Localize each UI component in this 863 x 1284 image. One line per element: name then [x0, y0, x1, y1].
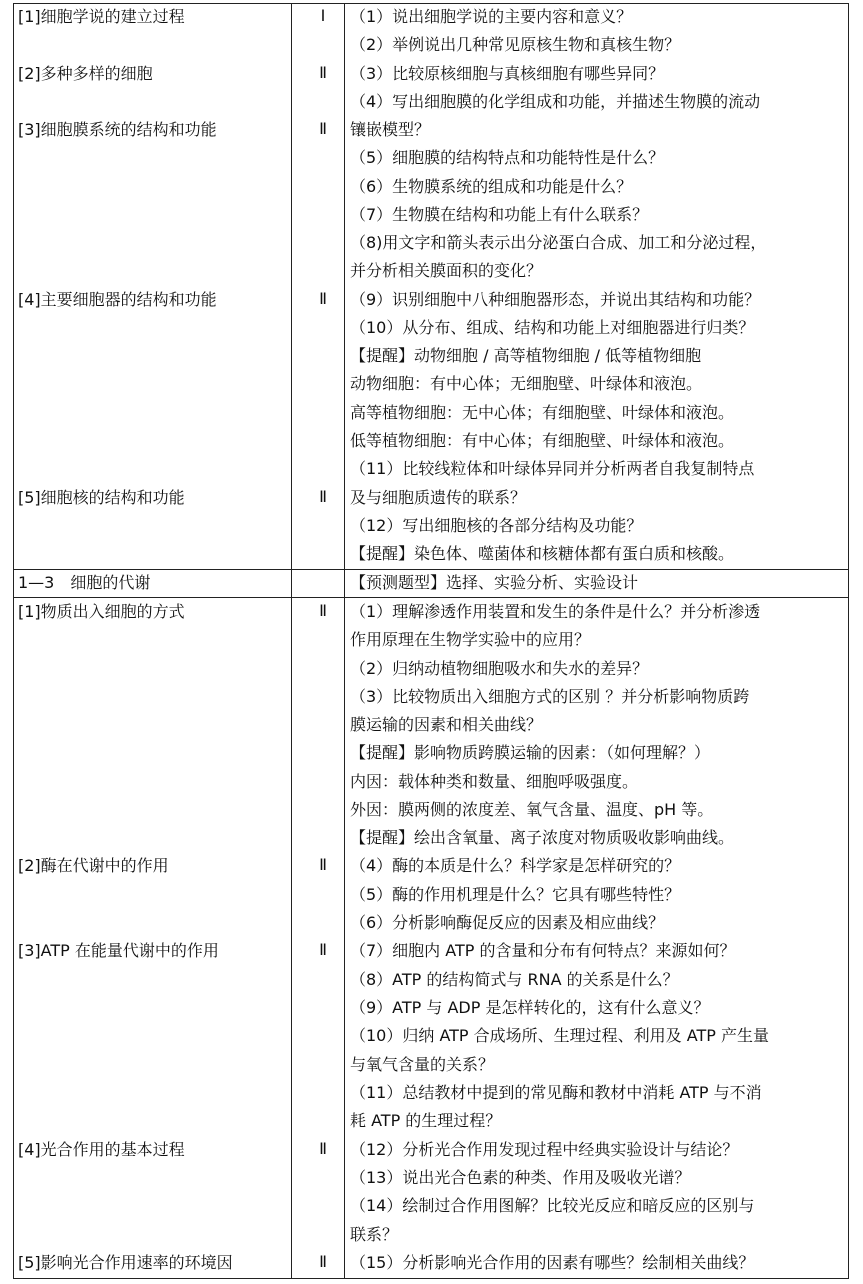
question-line: （15）分析影响光合作用的因素有哪些？绘制相关曲线？: [350, 1253, 755, 1272]
question-line: （6）生物膜系统的组成和功能是什么？: [350, 177, 633, 196]
topic-cell: [4]光合作用的基本过程: [18, 1140, 185, 1159]
level-cell: Ⅱ: [319, 857, 327, 874]
question-line: （7）生物膜在结构和功能上有什么联系？: [350, 205, 649, 224]
topic-cell: [3]细胞膜系统的结构和功能: [18, 120, 217, 139]
question-line: 并分析相关膜面积的变化？: [350, 261, 543, 280]
question-line: 镶嵌模型？: [350, 120, 431, 139]
question-line: （5）酶的作用机理是什么？它具有哪些特性？: [350, 885, 681, 904]
question-line: 及与细胞质遗传的联系？: [350, 488, 527, 507]
question-line: （7）细胞内 ATP 的含量和分布有何特点？来源如何？: [350, 941, 736, 960]
question-line: 膜运输的因素和相关曲线？: [350, 715, 543, 734]
question-line: （8)用文字和箭头表示出分泌蛋白合成、加工和分泌过程，: [350, 233, 767, 252]
level-cell: Ⅱ: [319, 1254, 327, 1271]
question-line: （3）比较物质出入细胞方式的区别 ？并分析影响物质跨: [350, 687, 750, 706]
level-cell: Ⅱ: [319, 291, 327, 308]
question-line: （11）比较线粒体和叶绿体异同并分析两者自我复制特点: [350, 459, 755, 478]
question-line: 耗 ATP 的生理过程？: [350, 1111, 502, 1130]
question-line: （1）说出细胞学说的主要内容和意义？: [350, 7, 633, 26]
topic-cell: [1]细胞学说的建立过程: [18, 7, 185, 26]
question-line: （9）识别细胞中八种细胞器形态，并说出其结构和功能？: [350, 290, 761, 309]
column-divider-1: [291, 3, 292, 1279]
reminder-line: 内因：载体种类和数量、细胞呼吸强度。: [350, 772, 639, 791]
question-line: 与氧气含量的关系？: [350, 1055, 495, 1074]
level-cell: Ⅱ: [319, 65, 327, 82]
question-line: （10）归纳 ATP 合成场所、生理过程、利用及 ATP 产生量: [350, 1026, 769, 1045]
reminder-line: 【提醒】染色体、噬菌体和核糖体都有蛋白质和核酸。: [350, 544, 735, 563]
level-cell: Ⅱ: [319, 942, 327, 959]
question-line: （10）从分布、组成、结构和功能上对细胞器进行归类？: [350, 318, 755, 337]
topic-cell: [2]酶在代谢中的作用: [18, 856, 169, 875]
question-line: 作用原理在生物学实验中的应用？: [350, 630, 591, 649]
reminder-line: 外因：膜两侧的浓度差、氧气含量、温度、pH 等。: [350, 800, 714, 819]
question-line: （2）归纳动植物细胞吸水和失水的差异？: [350, 659, 649, 678]
question-line: （12）分析光合作用发现过程中经典实验设计与结论？: [350, 1140, 739, 1159]
reminder-line: 【提醒】绘出含氧量、离子浓度对物质吸收影响曲线。: [350, 828, 735, 847]
question-line: （5）细胞膜的结构特点和功能特性是什么？: [350, 148, 665, 167]
level-cell: Ⅱ: [319, 489, 327, 506]
question-line: （9）ATP 与 ADP 是怎样转化的，这有什么意义？: [350, 998, 710, 1017]
prediction-label: 【预测题型】选择、实验分析、实验设计: [350, 573, 639, 592]
reminder-line: 动物细胞：有中心体；无细胞壁、叶绿体和液泡。: [350, 374, 703, 393]
topic-cell: [4]主要细胞器的结构和功能: [18, 290, 217, 309]
reminder-line: 【提醒】动物细胞 / 高等植物细胞 / 低等植物细胞: [350, 346, 702, 365]
question-line: （3）比较原核细胞与真核细胞有哪些异同？: [350, 64, 665, 83]
question-line: （4）酶的本质是什么？科学家是怎样研究的？: [350, 856, 681, 875]
question-line: （12）写出细胞核的各部分结构及功能？: [350, 516, 643, 535]
section-title: 1—3 细胞的代谢: [18, 573, 151, 592]
level-cell: Ⅱ: [319, 121, 327, 138]
question-line: （4）写出细胞膜的化学组成和功能，并描述生物膜的流动: [350, 92, 761, 111]
level-cell: Ⅰ: [320, 8, 326, 25]
column-divider-2: [344, 3, 345, 1279]
topic-cell: [5]影响光合作用速率的环境因: [18, 1253, 233, 1272]
topic-cell: [3]ATP 在能量代谢中的作用: [18, 941, 219, 960]
question-line: （2）举例说出几种常见原核生物和真核生物？: [350, 35, 681, 54]
syllabus-table: [13, 3, 849, 1279]
question-line: （6）分析影响酶促反应的因素及相应曲线？: [350, 913, 665, 932]
question-line: （8）ATP 的结构简式与 RNA 的关系是什么？: [350, 970, 679, 989]
topic-cell: [2]多种多样的细胞: [18, 64, 153, 83]
reminder-line: 低等植物细胞：有中心体；有细胞壁、叶绿体和液泡。: [350, 431, 735, 450]
question-line: （14）绘制过合作用图解？比较光反应和暗反应的区别与: [350, 1196, 755, 1215]
question-line: 联系？: [350, 1225, 399, 1244]
topic-cell: [1]物质出入细胞的方式: [18, 602, 185, 621]
topic-cell: [5]细胞核的结构和功能: [18, 488, 185, 507]
question-line: （11）总结教材中提到的常见酶和教材中消耗 ATP 与不消: [350, 1083, 762, 1102]
level-cell: Ⅱ: [319, 1141, 327, 1158]
level-cell: Ⅱ: [319, 603, 327, 620]
question-line: （13）说出光合色素的种类、作用及吸收光谱？: [350, 1168, 691, 1187]
reminder-line: 高等植物细胞：无中心体；有细胞壁、叶绿体和液泡。: [350, 403, 735, 422]
reminder-line: 【提醒】影响物质跨膜运输的因素：（如何理解？）: [350, 743, 711, 762]
question-line: （1）理解渗透作用装置和发生的条件是什么？并分析渗透: [350, 602, 761, 621]
